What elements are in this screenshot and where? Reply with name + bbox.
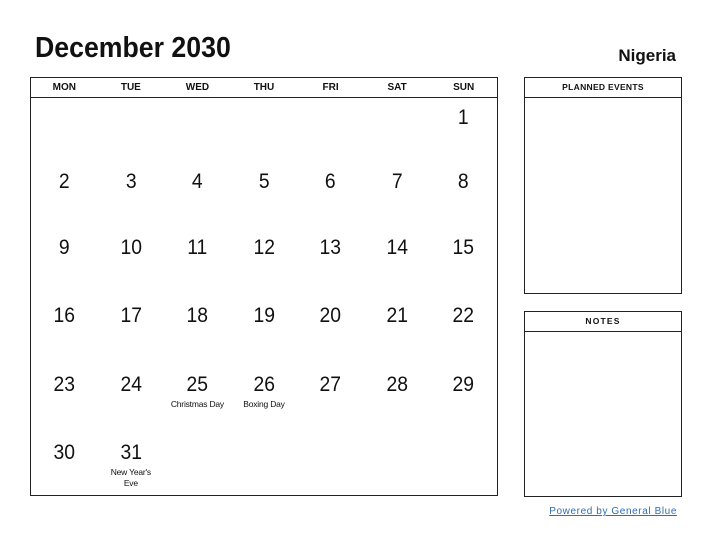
weekday-label: SAT	[387, 82, 407, 93]
weekday-label: THU	[253, 82, 275, 93]
day-number: 21	[386, 304, 408, 327]
notes-panel	[524, 311, 682, 497]
day-number: 15	[452, 236, 475, 259]
day-number: 18	[186, 304, 209, 327]
weekday-label: SUN	[453, 82, 475, 93]
day-cell	[430, 433, 497, 499]
calendar-title: December 2030	[35, 32, 231, 64]
day-cell	[231, 228, 298, 296]
day-number: 27	[319, 373, 342, 396]
weekday-header	[31, 78, 497, 98]
weekday-label: WED	[185, 82, 210, 93]
day-number: 5	[258, 170, 270, 193]
day-number: 13	[319, 236, 342, 259]
day-cell	[364, 296, 431, 365]
day-number: 11	[187, 236, 208, 259]
day-number: 14	[386, 236, 408, 259]
day-number	[367, 433, 428, 441]
day-number: 6	[325, 170, 336, 193]
day-number	[300, 433, 361, 441]
day-number: 16	[53, 304, 76, 327]
day-number: 29	[452, 373, 475, 396]
day-cell	[164, 162, 231, 228]
day-cell	[297, 433, 364, 499]
holiday-label: Christmas Day	[170, 399, 224, 409]
day-number: 20	[319, 304, 342, 327]
day-cell	[231, 433, 298, 499]
day-number: 2	[58, 170, 70, 193]
weekday-label: FRI	[322, 82, 339, 93]
day-cell	[98, 162, 165, 228]
weekday-label: MON	[52, 82, 76, 93]
day-number	[34, 98, 95, 106]
day-number	[367, 98, 428, 106]
day-cell	[297, 162, 364, 228]
day-cell	[231, 296, 298, 365]
day-number: 12	[253, 236, 275, 259]
day-cell	[430, 162, 497, 228]
holiday-label: New Year's Eve	[110, 467, 151, 488]
day-cell	[297, 296, 364, 365]
day-number: 7	[391, 170, 403, 193]
day-number: 25	[186, 373, 209, 396]
day-cell	[31, 98, 98, 162]
day-cell	[98, 296, 165, 365]
day-number	[167, 433, 228, 441]
day-cell	[231, 365, 298, 433]
day-number: 24	[120, 373, 142, 396]
day-cell	[164, 365, 231, 433]
planned-events-panel	[524, 77, 682, 294]
powered-by-link[interactable]: Powered by General Blue	[549, 506, 677, 517]
day-cell	[164, 296, 231, 365]
day-cell	[231, 162, 298, 228]
day-cell	[31, 433, 98, 499]
day-cell	[430, 365, 497, 433]
day-cell	[364, 98, 431, 162]
country-label: Nigeria	[618, 46, 676, 65]
day-number: 26	[253, 373, 275, 396]
day-number	[233, 433, 294, 441]
day-cell	[364, 365, 431, 433]
day-cell	[430, 296, 497, 365]
day-number	[300, 98, 361, 106]
day-number: 17	[120, 304, 142, 327]
day-cell	[31, 228, 98, 296]
day-grid	[31, 98, 497, 499]
day-cell	[31, 296, 98, 365]
day-number	[167, 98, 228, 106]
day-cell	[364, 162, 431, 228]
day-number: 4	[192, 170, 203, 193]
day-cell	[31, 365, 98, 433]
calendar-grid	[30, 77, 498, 496]
day-cell	[98, 365, 165, 433]
day-cell	[31, 162, 98, 228]
day-cell	[231, 98, 298, 162]
day-number: 1	[458, 106, 470, 129]
planned-events-title: PLANNED EVENTS	[525, 78, 681, 98]
holiday-label: Boxing Day	[243, 399, 285, 409]
day-cell	[164, 228, 231, 296]
day-number: 28	[386, 373, 408, 396]
day-number: 10	[120, 236, 142, 259]
day-cell	[430, 98, 497, 162]
day-cell	[164, 98, 231, 162]
day-number: 23	[53, 373, 76, 396]
day-cell	[297, 228, 364, 296]
day-cell	[297, 365, 364, 433]
day-cell	[430, 228, 497, 296]
day-number: 22	[452, 304, 475, 327]
day-cell	[98, 433, 165, 499]
weekday-label: TUE	[120, 82, 141, 93]
day-number: 30	[53, 441, 76, 464]
day-cell	[364, 433, 431, 499]
day-cell	[364, 228, 431, 296]
day-cell	[98, 228, 165, 296]
day-number: 8	[458, 170, 470, 193]
day-number	[233, 98, 294, 106]
notes-title: NOTES	[525, 312, 681, 332]
day-number: 3	[125, 170, 137, 193]
day-cell	[297, 98, 364, 162]
day-number	[433, 433, 494, 441]
day-number	[100, 98, 161, 106]
day-cell	[164, 433, 231, 499]
day-number: 9	[58, 236, 70, 259]
day-cell	[98, 98, 165, 162]
day-number: 31	[120, 441, 142, 464]
day-number: 19	[253, 304, 275, 327]
